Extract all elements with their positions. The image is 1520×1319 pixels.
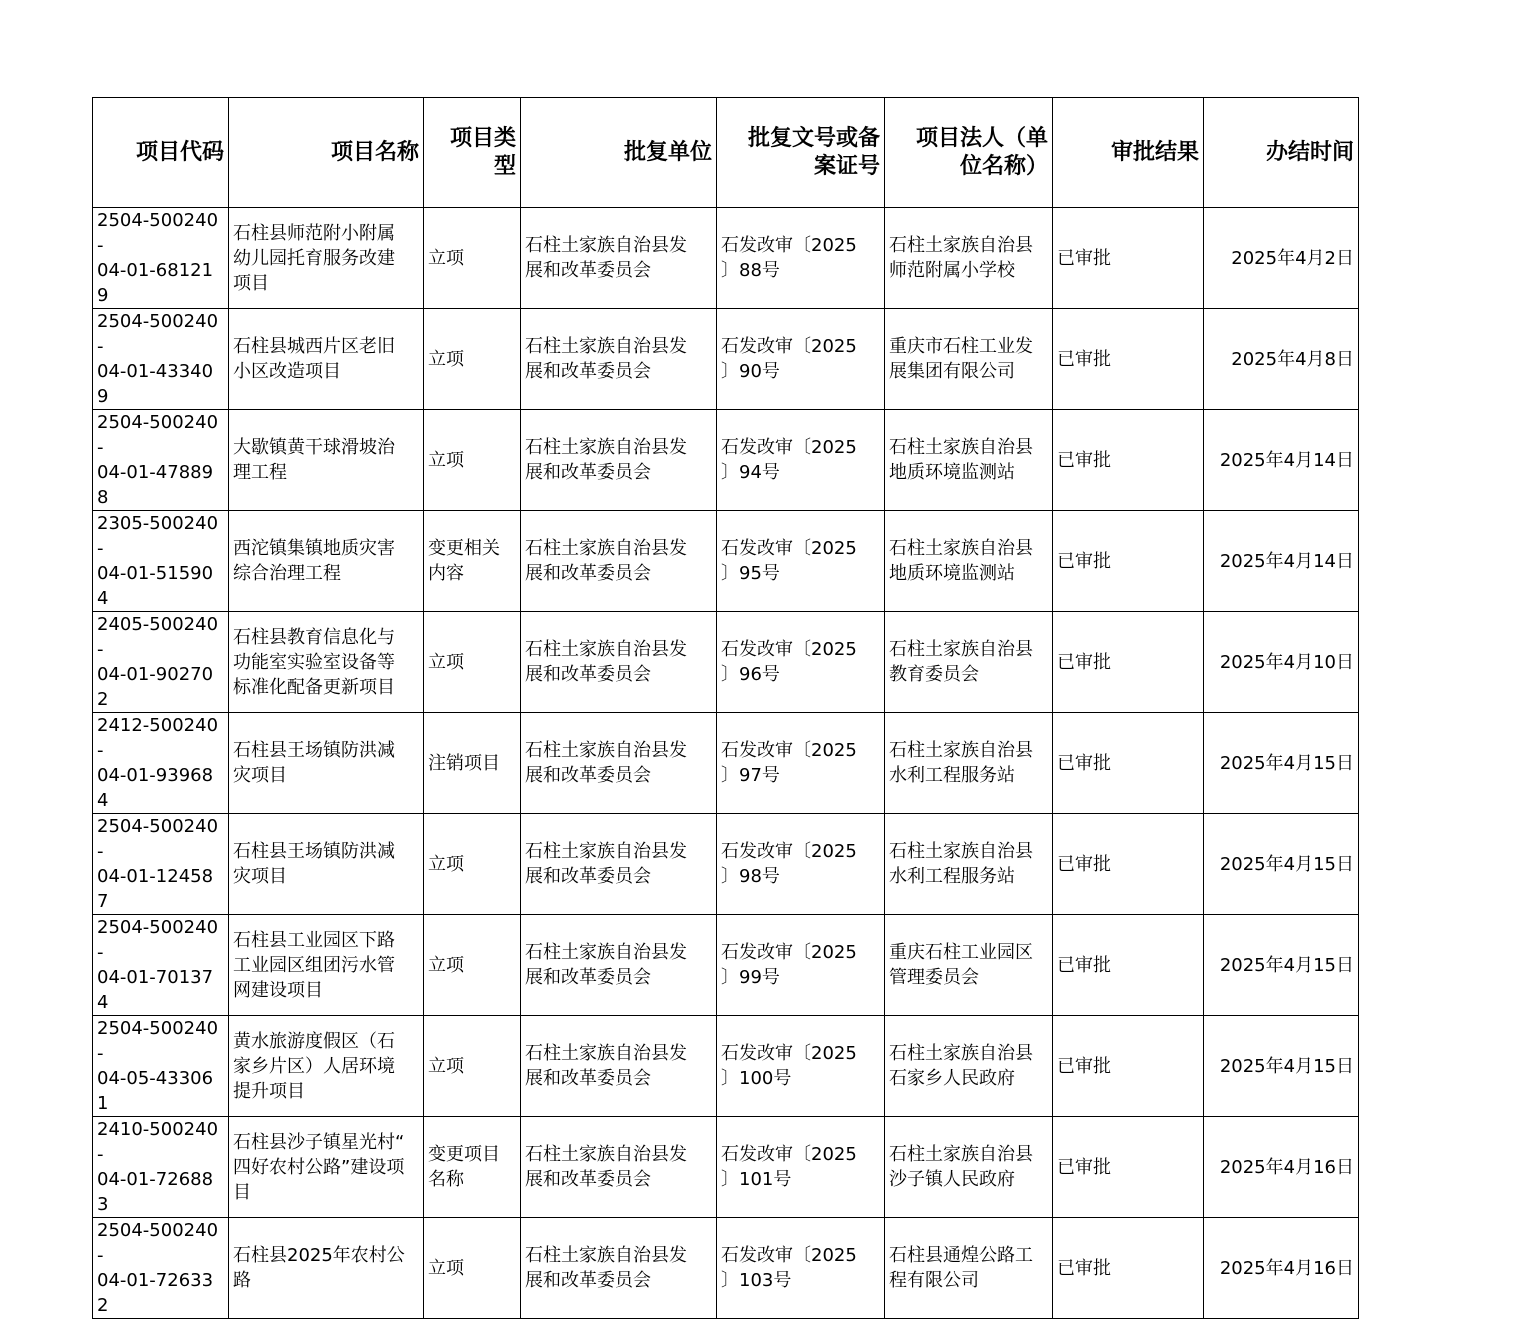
cell-code: 2405-500240- 04-01-902702	[93, 612, 229, 713]
cell-type: 注销项目	[424, 713, 521, 814]
cell-date: 2025年4月14日	[1204, 410, 1359, 511]
table-row	[93, 1117, 1359, 1218]
table-row	[93, 208, 1359, 309]
cell-doc: 石发改审〔2025 〕98号	[717, 814, 885, 915]
cell-result: 已审批	[1053, 612, 1204, 713]
header-unit: 批复单位	[521, 98, 717, 208]
cell-type: 立项	[424, 915, 521, 1016]
cell-result: 已审批	[1053, 1218, 1204, 1319]
cell-unit: 石柱土家族自治县发 展和改革委员会	[521, 814, 717, 915]
cell-doc: 石发改审〔2025 〕95号	[717, 511, 885, 612]
cell-name: 石柱县沙子镇星光村“ 四好农村公路”建设项 目	[229, 1117, 424, 1218]
cell-type: 变更相关 内容	[424, 511, 521, 612]
header-type: 项目类 型	[424, 98, 521, 208]
header-owner: 项目法人（单 位名称）	[885, 98, 1053, 208]
table-row	[93, 1218, 1359, 1319]
cell-type: 立项	[424, 814, 521, 915]
cell-name: 黄水旅游度假区（石 家乡片区）人居环境 提升项目	[229, 1016, 424, 1117]
header-date: 办结时间	[1204, 98, 1359, 208]
cell-owner: 石柱土家族自治县 水利工程服务站	[885, 814, 1053, 915]
cell-owner: 石柱土家族自治县 水利工程服务站	[885, 713, 1053, 814]
cell-doc: 石发改审〔2025 〕94号	[717, 410, 885, 511]
cell-doc: 石发改审〔2025 〕101号	[717, 1117, 885, 1218]
cell-unit: 石柱土家族自治县发 展和改革委员会	[521, 915, 717, 1016]
cell-unit: 石柱土家族自治县发 展和改革委员会	[521, 713, 717, 814]
cell-result: 已审批	[1053, 1117, 1204, 1218]
cell-result: 已审批	[1053, 713, 1204, 814]
cell-unit: 石柱土家族自治县发 展和改革委员会	[521, 1117, 717, 1218]
cell-type: 立项	[424, 1218, 521, 1319]
cell-name: 西沱镇集镇地质灾害 综合治理工程	[229, 511, 424, 612]
cell-result: 已审批	[1053, 511, 1204, 612]
cell-date: 2025年4月14日	[1204, 511, 1359, 612]
cell-owner: 石柱土家族自治县 地质环境监测站	[885, 511, 1053, 612]
cell-code: 2504-500240- 04-01-124587	[93, 814, 229, 915]
cell-unit: 石柱土家族自治县发 展和改革委员会	[521, 309, 717, 410]
table-row	[93, 814, 1359, 915]
cell-code: 2410-500240- 04-01-726883	[93, 1117, 229, 1218]
table-row	[93, 915, 1359, 1016]
approval-table	[92, 97, 1359, 1319]
header-code: 项目代码	[93, 98, 229, 208]
cell-name: 大歇镇黄干球滑坡治 理工程	[229, 410, 424, 511]
table-row	[93, 612, 1359, 713]
cell-date: 2025年4月10日	[1204, 612, 1359, 713]
cell-name: 石柱县教育信息化与 功能室实验室设备等 标准化配备更新项目	[229, 612, 424, 713]
cell-doc: 石发改审〔2025 〕88号	[717, 208, 885, 309]
header-name: 项目名称	[229, 98, 424, 208]
cell-type: 立项	[424, 1016, 521, 1117]
cell-code: 2305-500240- 04-01-515904	[93, 511, 229, 612]
cell-owner: 石柱土家族自治县 沙子镇人民政府	[885, 1117, 1053, 1218]
cell-owner: 石柱县通煌公路工 程有限公司	[885, 1218, 1053, 1319]
cell-owner: 重庆市石柱工业发 展集团有限公司	[885, 309, 1053, 410]
cell-doc: 石发改审〔2025 〕96号	[717, 612, 885, 713]
cell-unit: 石柱土家族自治县发 展和改革委员会	[521, 612, 717, 713]
cell-type: 立项	[424, 410, 521, 511]
table-row	[93, 1016, 1359, 1117]
cell-result: 已审批	[1053, 410, 1204, 511]
cell-type: 立项	[424, 612, 521, 713]
cell-date: 2025年4月15日	[1204, 1016, 1359, 1117]
cell-owner: 石柱土家族自治县 教育委员会	[885, 612, 1053, 713]
cell-date: 2025年4月8日	[1204, 309, 1359, 410]
table-row	[93, 309, 1359, 410]
cell-name: 石柱县工业园区下路 工业园区组团污水管 网建设项目	[229, 915, 424, 1016]
cell-result: 已审批	[1053, 814, 1204, 915]
cell-unit: 石柱土家族自治县发 展和改革委员会	[521, 410, 717, 511]
cell-doc: 石发改审〔2025 〕100号	[717, 1016, 885, 1117]
cell-unit: 石柱土家族自治县发 展和改革委员会	[521, 1016, 717, 1117]
cell-code: 2504-500240- 04-01-726332	[93, 1218, 229, 1319]
cell-owner: 石柱土家族自治县 师范附属小学校	[885, 208, 1053, 309]
cell-date: 2025年4月16日	[1204, 1117, 1359, 1218]
cell-code: 2504-500240- 04-05-433061	[93, 1016, 229, 1117]
cell-unit: 石柱土家族自治县发 展和改革委员会	[521, 208, 717, 309]
table-row	[93, 410, 1359, 511]
header-doc: 批复文号或备 案证号	[717, 98, 885, 208]
cell-doc: 石发改审〔2025 〕90号	[717, 309, 885, 410]
cell-result: 已审批	[1053, 208, 1204, 309]
cell-unit: 石柱土家族自治县发 展和改革委员会	[521, 1218, 717, 1319]
cell-type: 变更项目 名称	[424, 1117, 521, 1218]
cell-owner: 重庆石柱工业园区 管理委员会	[885, 915, 1053, 1016]
cell-name: 石柱县城西片区老旧 小区改造项目	[229, 309, 424, 410]
cell-unit: 石柱土家族自治县发 展和改革委员会	[521, 511, 717, 612]
cell-owner: 石柱土家族自治县 地质环境监测站	[885, 410, 1053, 511]
cell-name: 石柱县王场镇防洪减 灾项目	[229, 713, 424, 814]
header-row	[93, 98, 1359, 208]
cell-type: 立项	[424, 208, 521, 309]
cell-doc: 石发改审〔2025 〕97号	[717, 713, 885, 814]
cell-doc: 石发改审〔2025 〕103号	[717, 1218, 885, 1319]
cell-name: 石柱县师范附小附属 幼儿园托育服务改建 项目	[229, 208, 424, 309]
table-row	[93, 511, 1359, 612]
cell-result: 已审批	[1053, 309, 1204, 410]
cell-date: 2025年4月15日	[1204, 713, 1359, 814]
cell-date: 2025年4月2日	[1204, 208, 1359, 309]
cell-date: 2025年4月16日	[1204, 1218, 1359, 1319]
cell-name: 石柱县2025年农村公 路	[229, 1218, 424, 1319]
cell-date: 2025年4月15日	[1204, 915, 1359, 1016]
cell-date: 2025年4月15日	[1204, 814, 1359, 915]
cell-code: 2412-500240- 04-01-939684	[93, 713, 229, 814]
cell-name: 石柱县王场镇防洪减 灾项目	[229, 814, 424, 915]
table-row	[93, 713, 1359, 814]
cell-owner: 石柱土家族自治县 石家乡人民政府	[885, 1016, 1053, 1117]
cell-result: 已审批	[1053, 1016, 1204, 1117]
cell-code: 2504-500240- 04-01-478898	[93, 410, 229, 511]
cell-type: 立项	[424, 309, 521, 410]
cell-doc: 石发改审〔2025 〕99号	[717, 915, 885, 1016]
cell-code: 2504-500240- 04-01-701374	[93, 915, 229, 1016]
header-result: 审批结果	[1053, 98, 1204, 208]
cell-code: 2504-500240- 04-01-433409	[93, 309, 229, 410]
cell-result: 已审批	[1053, 915, 1204, 1016]
cell-code: 2504-500240- 04-01-681219	[93, 208, 229, 309]
